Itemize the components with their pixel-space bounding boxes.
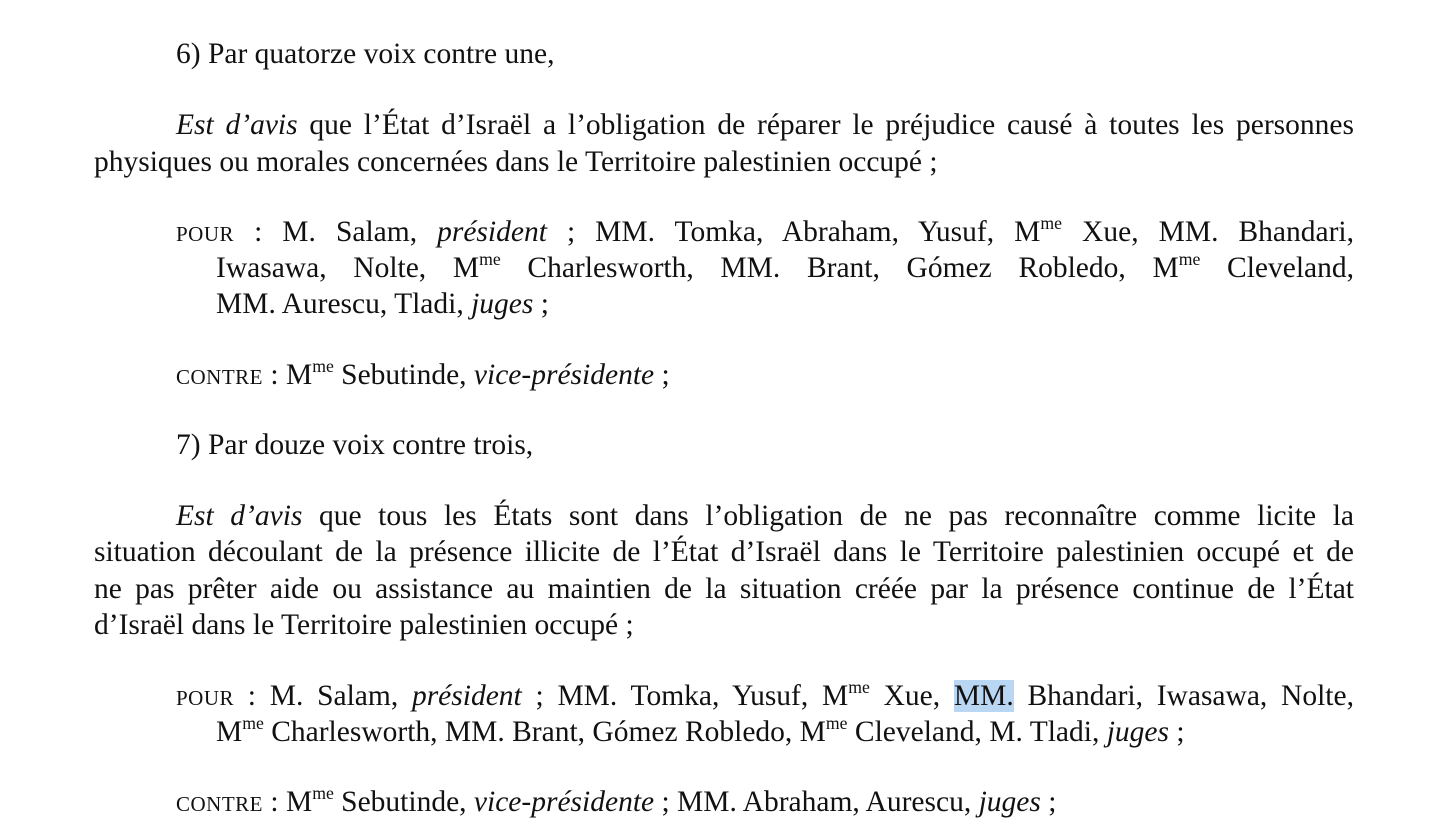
point-6-contre: contre : $M^{me}$ Sebutinde, vice-présidente ;: [176, 355, 670, 391]
point-6-pour-line-1: pour : M. Salam, président ; MM. Tomka, Abraham, Yusuf, $M^{me}$ Xue, MM. Bhandari,: [176, 212, 1354, 248]
point-6-avis-line-1: Est d’avis que l’État d’Israël a l’obligation de réparer le préjudice causé à toutes les personnes: [176, 109, 1354, 141]
pour-label: pour: [176, 680, 235, 712]
point-7-avis-line-2: situation découlant de la présence illicite de l’État d’Israël dans le Territoire palestinien occupé et de: [94, 536, 1354, 568]
point-7-heading: 7) Par douze voix contre trois,: [176, 429, 534, 461]
point-7-avis-line-4: d’Israël dans le Territoire palestinien occupé ;: [94, 609, 634, 641]
avis-label: Est d’avis: [176, 109, 298, 141]
point-6-heading: 6) Par quatorze voix contre une,: [176, 38, 555, 70]
point-7-pour-line-2: $M^{me}$ Charlesworth, MM. Brant, Gómez Robledo, $M^{me}$ Cleveland, M. Tladi, juges ;: [216, 712, 1185, 748]
point-6-pour-line-2: Iwasawa, Nolte, $M^{me}$ Charlesworth, MM. Brant, Gómez Robledo, $M^{me}$ Cleveland,: [216, 248, 1354, 284]
point-7-contre: contre : $M^{me}$ Sebutinde, vice-présidente ; MM. Abraham, Aurescu, juges ;: [176, 782, 1057, 818]
contre-label: contre: [176, 786, 263, 818]
contre-label: contre: [176, 359, 263, 391]
pour-label: pour: [176, 216, 235, 248]
point-6-pour-line-3: MM. Aurescu, Tladi, juges ;: [216, 288, 549, 320]
point-7-pour-line-1: pour : M. Salam, président ; MM. Tomka, Yusuf, $M^{me}$ Xue, MM. Bhandari, Iwasawa, Nolte,: [176, 676, 1354, 712]
point-6-avis-line-2: physiques ou morales concernées dans le Territoire palestinien occupé ;: [94, 146, 938, 178]
avis-label: Est d’avis: [176, 500, 303, 532]
point-7-avis-line-1: Est d’avis que tous les États sont dans l’obligation de ne pas reconnaître comme licite la: [176, 500, 1354, 532]
point-7-avis-line-3: ne pas prêter aide ou assistance au maintien de la situation créée par la présence continue de l’État: [94, 573, 1354, 605]
text-selection-highlight[interactable]: MM.: [953, 680, 1014, 712]
